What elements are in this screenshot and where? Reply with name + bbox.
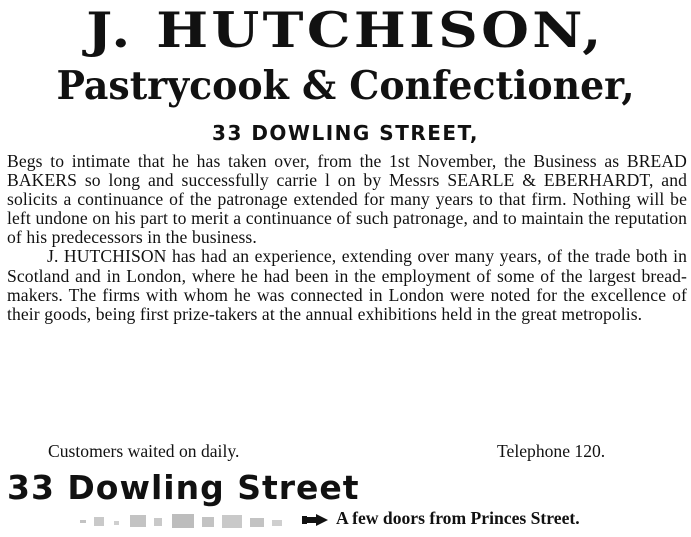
trade-heading: Pastrycook & Confectioner,	[56, 63, 635, 109]
footer-directions-row	[0, 506, 691, 534]
directions-text: A few doors from Princes Street.	[336, 508, 580, 528]
footer-street-address: 33 Dowling Street	[7, 468, 360, 507]
business-name-heading: J. HUTCHISON,	[86, 1, 605, 59]
advertisement-body	[7, 152, 687, 324]
print-smudge	[80, 512, 290, 530]
address-heading: 33 DOWLING STREET,	[212, 121, 479, 145]
contact-line	[0, 441, 691, 463]
customers-note: Customers waited on daily.	[48, 441, 240, 461]
body-paragraph-2: J. HUTCHISON has had an experience, extending over many years, of the trade both in Scotland and in London, where he had been in the employment of some of the largest bread-makers. The firms with whom he was connected in London were noted for the excellence of their goods, being first prize-takers at the annual exhibitions held in the great metropolis.	[7, 246, 687, 324]
telephone-number: Telephone 120.	[497, 441, 606, 461]
pointing-hand-icon	[300, 511, 330, 529]
body-paragraph-1: Begs to intimate that he has taken over, from the 1st November, the Business as BREAD BAKERS so long and successfully carrie l on by Messrs SEARLE & EBERHARDT, and solicits a continuance of the patronage extended for many years to that firm. Nothing will be left undone on his part to merit a continuance of such patronage, and to maintain the reputation of his predecessors in the business.	[7, 151, 687, 248]
